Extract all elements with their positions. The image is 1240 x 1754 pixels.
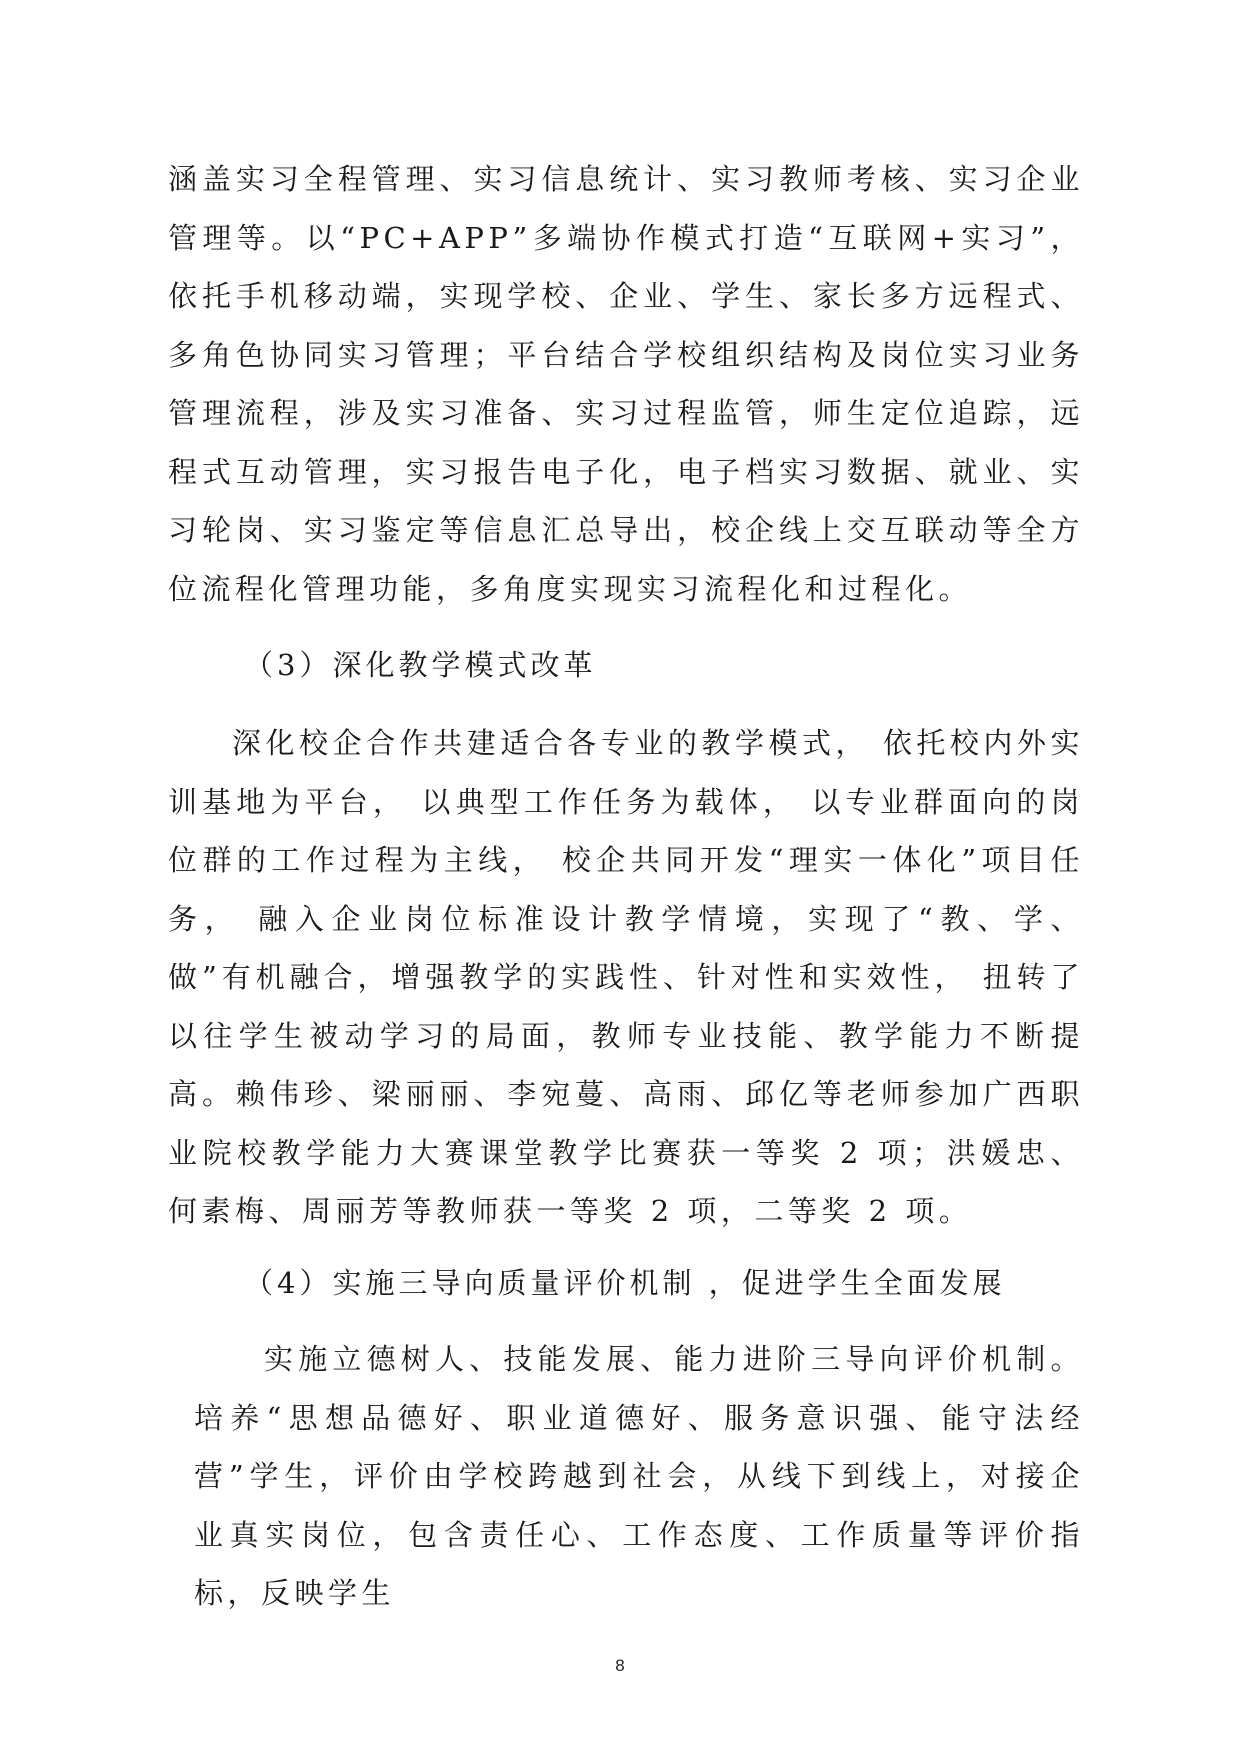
body-paragraph-internship-platform: 涵盖实习全程管理、实习信息统计、实习教师考核、实习企业管理等。以“PC+APP”多端协作模式打造“互联网+实习”，依托手机移动端，实现学校、企业、学生、家长多方远程式、多角色协同实习管理；平台结合学校组织结构及岗位实习业务管理流程，涉及实习准备、实习过程监管，师生定位追踪，远程式互动管理，实习报告电子化，电子档实习数据、就业、实习轮岗、实习鉴定等信息汇总导出，校企线上交互联动等全方位流程化管理功能，多角度实现实习流程化和过程化。 — [168, 162, 1084, 606]
body-paragraph-teaching-mode: 深化校企合作共建适合各专业的教学模式， 依托校内外实训基地为平台， 以典型工作任务为载体， 以专业群面向的岗位群的工作过程为主线， 校企共同开发“理实一体化”项目任务， 融入企业岗位标准设计教学情境，实现了“教、学、做”有机融合，增强教学的实践性、针对性和实效性， 扭转了以往学生被动学习的局面，教师专业技能、教学能力不断提高。赖伟珍、梁丽丽、李宛蔓、高雨、邱亿等老师参加广西职业院校教学能力大赛课堂教学比赛获一等奖 2 项；洪媛忠、何素梅、周丽芳等教师获一等奖 2 项，二等奖 2 项。 — [168, 726, 1084, 1228]
section-heading-teaching-reform: （3）深化教学模式改革 — [244, 648, 597, 682]
page-number: 8 — [615, 1656, 625, 1675]
section-heading-quality-evaluation: （4）实施三导向质量评价机制 ，促进学生全面发展 — [244, 1266, 1006, 1300]
body-paragraph-evaluation-mechanism: 实施立德树人、技能发展、能力进阶三导向评价机制。培养“思想品德好、职业道德好、服务意识强、能守法经营”学生，评价由学校跨越到社会，从线下到线上，对接企业真实岗位，包含责任心、工作态度、工作质量等评价指标，反映学生 — [194, 1342, 1084, 1610]
